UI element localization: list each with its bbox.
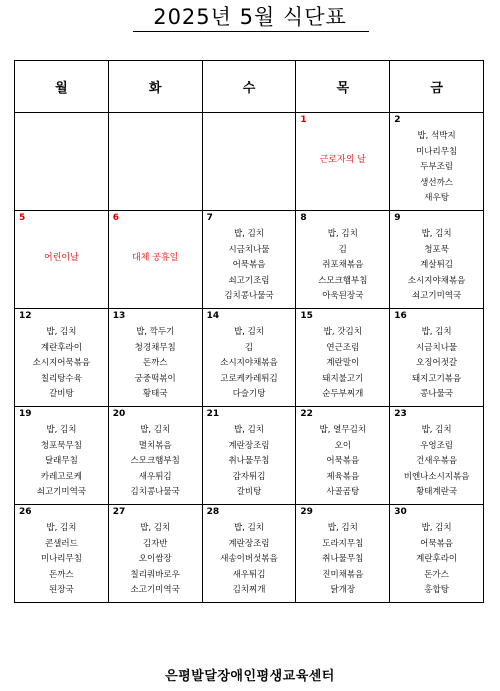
menu-item: 멸치볶음: [138, 440, 172, 451]
menu-item: 소고기미역국: [130, 585, 180, 595]
menu-item: 김치콩나물국: [130, 487, 180, 497]
menu-item: 밥, 김치: [233, 425, 265, 435]
day-cell: [108, 309, 202, 407]
holiday-label: 근로자의 날: [319, 155, 366, 165]
menu-item: 밥, 김치: [46, 523, 77, 533]
menu-item: 밥, 열무김치: [319, 425, 367, 435]
day-number: 2: [394, 115, 401, 125]
menu-item: 밥, 김치: [327, 229, 358, 239]
menu-item: 오징어젓갈: [416, 358, 458, 368]
menu-list: [390, 226, 483, 305]
day-number: 28: [206, 507, 220, 517]
day-cell: [296, 505, 390, 603]
menu-item: 오이: [334, 440, 351, 451]
day-number: [203, 113, 296, 128]
weekday-wed: 수: [202, 61, 296, 113]
menu-item: 아욱된장국: [322, 291, 364, 301]
day-cell: [108, 407, 202, 505]
menu-item: 두부조림: [420, 162, 454, 172]
day-cell: [108, 505, 202, 603]
menu-item: 새송이버섯볶음: [220, 554, 278, 564]
menu-list: [109, 520, 202, 599]
day-number: 16: [394, 311, 407, 321]
holiday-label: 대체 공휴일: [132, 253, 179, 263]
menu-item: 김: [338, 244, 347, 255]
day-cell: [390, 505, 484, 603]
menu-item: 밥, 김치: [421, 523, 452, 533]
day-number: 8: [300, 213, 307, 223]
day-cell: [108, 211, 202, 309]
title-underline: [133, 31, 369, 32]
day-number: 27: [112, 507, 126, 517]
menu-item: 홍합탕: [424, 585, 449, 595]
menu-item: 밥, 갓김치: [323, 327, 362, 337]
menu-list: [109, 422, 202, 501]
day-number: 14: [206, 311, 220, 321]
week-row: [15, 407, 484, 505]
menu-list: [296, 226, 389, 305]
menu-list: [203, 422, 296, 501]
page-title: 2025년 5월 식단표: [153, 5, 347, 29]
menu-item: 황태계란국: [416, 487, 458, 497]
week-row: [15, 505, 484, 603]
menu-item: 연근조림: [326, 342, 360, 353]
menu-item: 건새우볶음: [416, 456, 458, 466]
menu-item: 취나물무침: [322, 554, 364, 564]
menu-item: 김: [244, 342, 254, 353]
menu-item: 밥, 김치: [327, 523, 358, 533]
menu-item: 돈까스: [49, 569, 74, 580]
week-row: [15, 309, 484, 407]
day-cell: [202, 309, 296, 407]
day-cell: [202, 407, 296, 505]
day-cell: [15, 407, 109, 505]
menu-item: 고로케카레튀김: [220, 373, 278, 384]
day-number: 22: [300, 409, 313, 419]
menu-item: 미나리무침: [40, 554, 82, 564]
menu-item: 밥, 김치: [140, 523, 171, 533]
menu-item: 스모크햄부침: [130, 456, 180, 466]
menu-item: 밥, 석박지: [417, 131, 456, 141]
menu-item: 밥, 김치: [233, 229, 265, 239]
menu-item: 돈까스: [142, 358, 168, 368]
day-number: 7: [206, 213, 213, 223]
menu-list: [296, 422, 389, 501]
day-number: 19: [19, 409, 32, 419]
menu-item: 비엔나소시지볶음: [403, 471, 470, 482]
weekday-mon: 월: [15, 61, 109, 113]
day-number: 1: [300, 115, 307, 125]
menu-item: 황태국: [142, 389, 168, 399]
menu-list: [203, 226, 296, 305]
menu-item: 도라지무침: [322, 538, 364, 549]
menu-item: 취나물무침: [228, 456, 270, 466]
weekday-thu: 목: [296, 61, 390, 113]
day-number: 13: [112, 311, 126, 321]
menu-item: 밥, 김치: [421, 327, 452, 337]
weekday-fri: 금: [390, 61, 484, 113]
day-cell: [108, 113, 202, 211]
menu-item: 소시지야채볶음: [407, 275, 466, 286]
menu-item: 제육볶음: [326, 471, 360, 482]
menu-item: 계란장조림: [228, 538, 270, 549]
day-number: 6: [112, 213, 120, 223]
menu-item: 밥, 김치: [233, 523, 265, 533]
day-number: 29: [300, 507, 313, 517]
weekday-tue: 화: [108, 61, 202, 113]
day-number: 23: [394, 409, 407, 419]
menu-item: 소시지야채볶음: [220, 358, 278, 368]
weekday-header-row: [15, 61, 484, 113]
menu-item: 새우튀김: [138, 471, 172, 482]
menu-item: 밥, 깍두기: [136, 327, 175, 337]
menu-item: 시금치나물: [228, 244, 270, 255]
menu-item: 순두부찌개: [322, 389, 364, 399]
menu-list: [109, 324, 202, 403]
menu-item: 밥, 김치: [421, 425, 452, 435]
menu-list: [15, 324, 108, 403]
day-cell: [15, 309, 109, 407]
day-number: 20: [112, 409, 126, 419]
menu-item: 오이쌈장: [138, 554, 172, 564]
menu-item: 계살튀김: [420, 260, 454, 270]
day-number: [15, 113, 108, 128]
day-cell: [390, 407, 484, 505]
menu-item: 달래무침: [44, 456, 78, 466]
menu-item: 밥, 김치: [421, 229, 452, 239]
menu-item: 밥, 김치: [233, 327, 265, 337]
day-cell: [390, 113, 484, 211]
menu-item: 청경채무침: [134, 342, 176, 353]
day-cell: [202, 505, 296, 603]
menu-item: 소시지어묵볶음: [32, 358, 91, 368]
menu-list: [15, 422, 108, 501]
center-name: 은평발달장애인평생교육센터: [165, 669, 335, 684]
day-cell: [296, 113, 390, 211]
menu-list: [15, 520, 108, 599]
holiday-label: 어린이날: [44, 253, 79, 263]
week-row: [15, 211, 484, 309]
menu-item: 청포묵무침: [40, 440, 82, 451]
menu-list: [296, 520, 389, 599]
menu-item: 계란장조림: [228, 440, 270, 451]
menu-item: 김치찌개: [232, 585, 266, 595]
menu-item: 계란후라이: [40, 342, 82, 353]
menu-item: 다슬기탕: [232, 389, 266, 399]
menu-item: 새우튀김: [232, 569, 266, 580]
day-cell: [202, 211, 296, 309]
menu-item: 진미채볶음: [322, 569, 364, 580]
menu-item: 콘샐러드: [44, 538, 78, 549]
day-number: 15: [300, 311, 313, 321]
day-cell: [296, 407, 390, 505]
menu-item: 김치콩나물국: [224, 291, 274, 301]
menu-item: 우엉조림: [420, 440, 454, 451]
menu-item: 청포묵: [424, 244, 449, 255]
menu-item: 새우탕: [424, 193, 449, 203]
menu-item: 밥, 김치: [46, 425, 77, 435]
menu-list: [390, 422, 483, 501]
week-row: [15, 113, 484, 211]
menu-item: 시금치나물: [416, 342, 458, 353]
menu-list: [296, 324, 389, 403]
menu-item: 갈비탕: [49, 389, 74, 399]
menu-item: 생선까스: [420, 177, 454, 188]
day-number: 30: [394, 507, 407, 517]
day-number: 21: [206, 409, 220, 419]
menu-item: 돼지고기볶음: [411, 373, 462, 384]
day-cell: [390, 211, 484, 309]
menu-item: 김자반: [142, 538, 168, 549]
day-cell: [15, 113, 109, 211]
day-number: 9: [394, 213, 401, 223]
menu-item: 닭개장: [330, 585, 356, 595]
menu-item: 궁중떡볶이: [134, 373, 176, 384]
day-cell: [296, 309, 390, 407]
menu-item: 콩나물국: [420, 389, 454, 399]
menu-item: 밥, 김치: [140, 425, 171, 435]
menu-item: 쇠고기미역국: [36, 487, 87, 497]
day-cell: [390, 309, 484, 407]
menu-list: [390, 128, 483, 207]
menu-item: 미나리무침: [416, 146, 458, 157]
menu-list: [390, 324, 483, 403]
menu-item: 돈가스: [424, 569, 449, 580]
menu-item: 쥐포채볶음: [322, 260, 364, 270]
menu-list: [390, 520, 483, 599]
menu-item: 칠리탕수육: [40, 373, 82, 384]
day-cell: [202, 113, 296, 211]
day-cell: [15, 211, 109, 309]
menu-item: 갈비탕: [236, 487, 262, 497]
menu-item: 계란말이: [326, 358, 360, 368]
meal-calendar: [14, 60, 484, 603]
menu-item: 계란후라이: [416, 554, 458, 564]
day-cell: [15, 505, 109, 603]
menu-item: 칠리쿼바로우: [130, 569, 180, 580]
menu-item: 된장국: [49, 585, 74, 595]
menu-item: 쇠고기조림: [228, 275, 270, 286]
day-number: [109, 113, 202, 128]
day-number: 5: [19, 213, 26, 223]
menu-item: 어묵볶음: [420, 538, 454, 549]
menu-item: 어묵볶음: [232, 260, 266, 270]
menu-item: 카레고로케: [40, 471, 82, 482]
menu-item: 돼지불고기: [322, 373, 364, 384]
menu-item: 감자튀김: [232, 471, 266, 482]
menu-item: 밥, 김치: [46, 327, 77, 337]
menu-item: 쇠고기미역국: [411, 291, 462, 301]
day-cell: [296, 211, 390, 309]
day-number: 26: [19, 507, 32, 517]
menu-item: 스모크햄부침: [318, 275, 368, 286]
menu-list: [203, 324, 296, 403]
menu-item: 사골곰탕: [326, 487, 360, 497]
day-number: 12: [19, 311, 32, 321]
menu-list: [203, 520, 296, 599]
menu-item: 어묵볶음: [326, 456, 360, 466]
